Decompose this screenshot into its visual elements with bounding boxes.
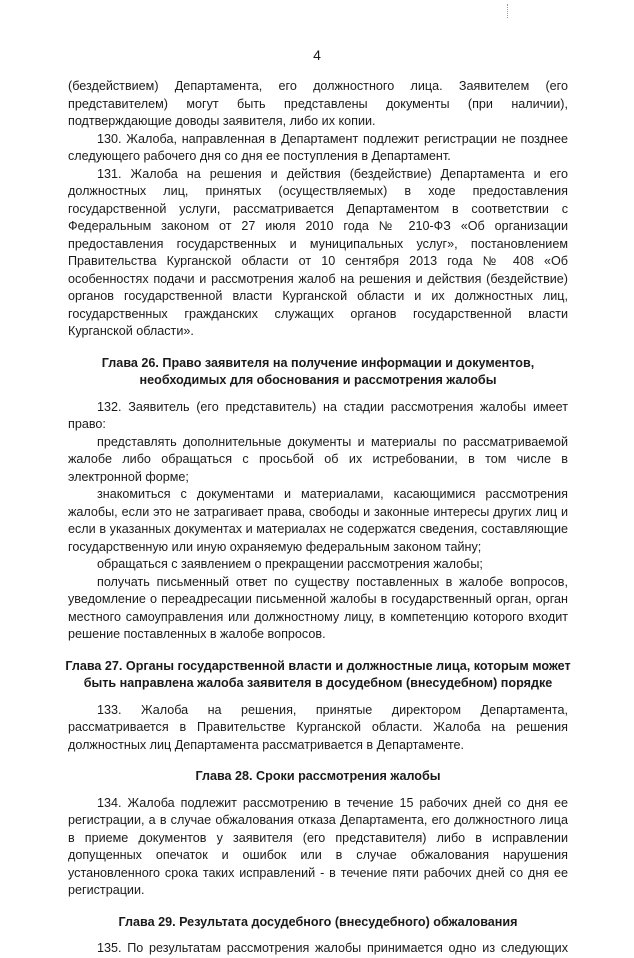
chapter-27-heading-line-1: Глава 27. Органы государственной власти и должностные лица, которым может	[65, 658, 571, 673]
paragraph-134: 134. Жалоба подлежит рассмотрению в течение 15 рабочих дней со дня ее регистрации, а в случае обжалования отказа Департамента, его должностного лица в приеме документов у заявителя (его представителя) либо в исправлении допущенных опечаток и ошибок или в случае обжалования нарушения установленного срока таких исправлений - в течение пяти рабочих дней со дня ее регистрации.	[68, 795, 568, 897]
chapter-28-heading: Глава 28. Сроки рассмотрения жалобы	[195, 769, 441, 783]
paragraph-135: 135. По результатам рассмотрения жалобы принимается одно из следующих	[97, 941, 568, 955]
chapter-26-heading-line-1: Глава 26. Право заявителя на получение информации и документов,	[101, 355, 535, 370]
scan-mark	[507, 4, 514, 18]
paragraph-132-b: знакомиться с документами и материалами, касающимися рассмотрения жалобы, если это не затрагивает права, свободы и законные интересы других лиц и если в указанных документах и материалах не содержатся сведения, составляющие государственную или иную охраняемую федеральным законом тайну;	[68, 487, 568, 554]
chapter-29-heading: Глава 29. Результата досудебного (внесудебного) обжалования	[118, 914, 518, 929]
paragraph-133: 133. Жалоба на решения, принятые директором Департамента, рассматривается в Правительстве Курганской области. Жалоба на решения должностных лиц Департамента рассматривается в Департаменте.	[68, 702, 568, 752]
paragraph-131: 131. Жалоба на решения и действия (бездействие) Департамента и его должностных лиц, принятых (осуществляемых) в ходе предоставления государственной услуги, рассматривается Департаментом в соответствии с Федеральным законом от 27 июля 2010 года № 210-ФЗ «Об организации предоставления государственных и муниципальных услуг», постановлением Правительства Курганской области от 10 сентября 2013 года № 408 «Об особенностях подачи и рассмотрения жалоб на решения и действия (бездействие) органов государственной власти Курганской области и их должностных лиц, государственных гражданских служащих органов государственной власти Курганской области».	[68, 166, 568, 338]
chapter-27-heading-line-2: быть направлена жалоба заявителя в досудебном (внесудебном) порядке	[83, 676, 553, 690]
paragraph-continuation: (бездействием) Департамента, его должностного лица. Заявителем (его представителем) могут быть представлены документы (при наличии), подтверждающие доводы заявителя, либо их копии.	[68, 79, 568, 128]
paragraph-132-a: представлять дополнительные документы и материалы по рассматриваемой жалобе либо обращаться с просьбой об их истребовании, в том числе в электронной форме;	[68, 434, 568, 484]
paragraph-130: 130. Жалоба, направленная в Департамент подлежит регистрации не позднее следующего рабочего дня со дня ее поступления в Департамент.	[68, 131, 568, 163]
paragraph-132-c: обращаться с заявлением о прекращении рассмотрения жалобы;	[97, 557, 483, 571]
page-number: 4	[313, 47, 321, 63]
paragraph-132-d: получать письменный ответ по существу поставленных в жалобе вопросов, уведомление о переадресации письменной жалобы в государственный орган, орган местного самоуправления или должностному лицу, в компетенцию которого входит решение поставленных в жалобе вопросов.	[68, 574, 568, 641]
chapter-26-heading-line-2: необходимых для обоснования и рассмотрения жалобы	[139, 373, 497, 387]
paragraph-132: 132. Заявитель (его представитель) на стадии рассмотрения жалобы имеет право:	[68, 399, 568, 431]
document-body	[65, 78, 571, 958]
